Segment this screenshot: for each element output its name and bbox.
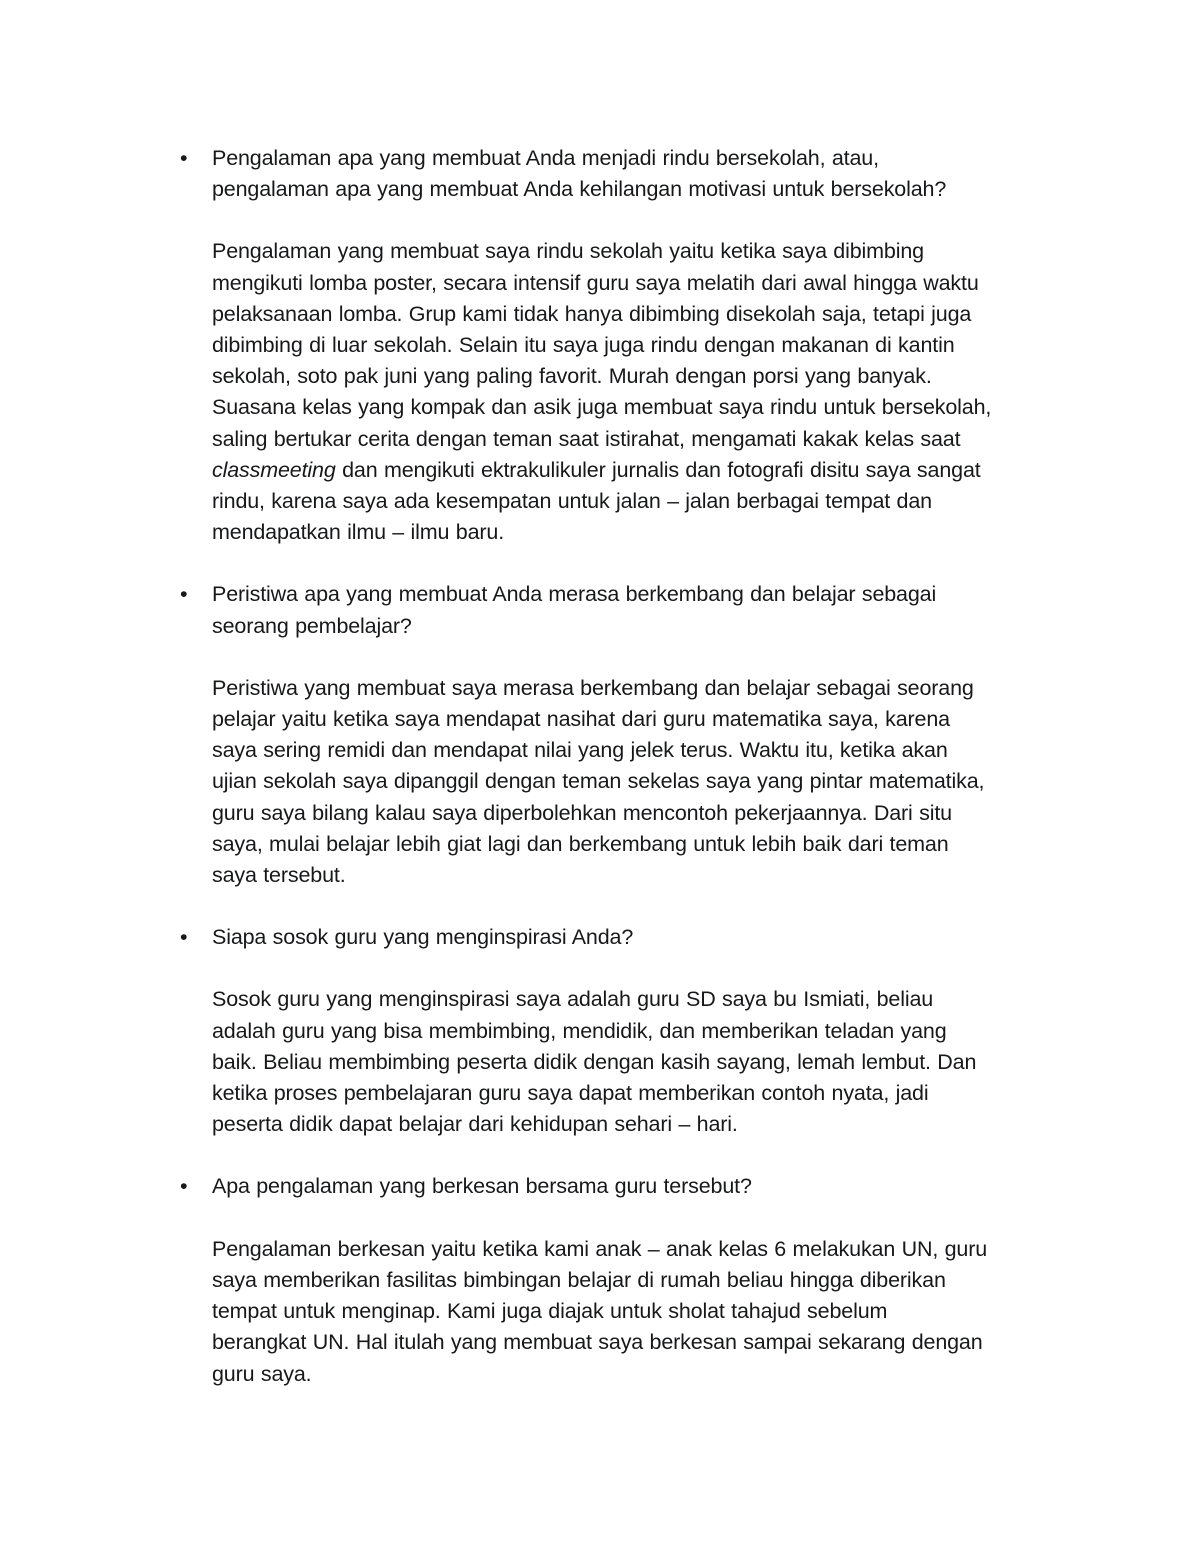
question-line: Apa pengalaman yang berkesan bersama guru tersebut?	[212, 1174, 752, 1199]
answer-line: tempat untuk menginap. Kami juga diajak untuk sholat tahajud sebelum	[212, 1299, 888, 1324]
question-bullet-1	[177, 143, 1059, 205]
answer-line: guru saya bilang kalau saya diperbolehkan mencontoh pekerjaannya. Dari situ	[212, 800, 952, 825]
answer-line: peserta didik dapat belajar dari kehidupan sehari – hari.	[212, 1112, 738, 1137]
question-line: Pengalaman apa yang membuat Anda menjadi rindu bersekolah, atau,	[212, 146, 879, 170]
answer-line-remainder: dan mengikuti ektrakulikuler jurnalis dan fotografi disitu saya sangat	[335, 457, 981, 482]
answer-paragraph-1	[177, 236, 1059, 548]
answer-line: rindu, karena saya ada kesempatan untuk jalan – jalan berbagai tempat dan	[212, 489, 932, 514]
answer-paragraph-3	[177, 984, 1059, 1140]
answer-line: guru saya.	[212, 1361, 312, 1386]
question-bullet-4	[177, 1171, 1059, 1202]
answer-line: Sosok guru yang menginspirasi saya adalah guru SD saya bu Ismiati, beliau	[212, 987, 934, 1012]
answer-line-with-italic	[212, 455, 1059, 486]
bullet-icon: •	[180, 582, 188, 607]
italic-term: classmeeting	[212, 457, 336, 482]
answer-line: dibimbing di luar sekolah. Selain itu saya juga rindu dengan makanan di kantin	[212, 333, 955, 358]
question-line: seorang pembelajar?	[212, 613, 412, 638]
answer-line: saya, mulai belajar lebih giat lagi dan berkembang untuk lebih baik dari teman	[212, 831, 949, 856]
answer-line: ujian sekolah saya dipanggil dengan teman sekelas saya yang pintar matematika,	[212, 769, 985, 794]
bullet-icon: •	[180, 1174, 188, 1199]
answer-line: berangkat UN. Hal itulah yang membuat saya berkesan sampai sekarang dengan	[212, 1330, 983, 1355]
answer-line: saya sering remidi dan mendapat nilai yang jelek terus. Waktu itu, ketika akan	[212, 738, 948, 763]
answer-paragraph-4	[177, 1234, 1059, 1390]
answer-line: pelaksanaan lomba. Grup kami tidak hanya dibimbing disekolah saja, tetapi juga	[212, 301, 972, 326]
answer-line: sekolah, soto pak juni yang paling favorit. Murah dengan porsi yang banyak.	[212, 364, 932, 389]
answer-line: mendapatkan ilmu – ilmu baru.	[212, 520, 505, 545]
answer-line: baik. Beliau membimbing peserta didik dengan kasih sayang, lemah lembut. Dan	[212, 1049, 977, 1074]
document-body	[177, 143, 1059, 1390]
answer-line: ketika proses pembelajaran guru saya dapat memberikan contoh nyata, jadi	[212, 1081, 929, 1106]
bullet-icon: •	[180, 925, 188, 950]
question-bullet-2	[177, 579, 1059, 641]
question-line: Siapa sosok guru yang menginspirasi Anda?	[212, 925, 634, 950]
answer-line: saya memberikan fasilitas bimbingan belajar di rumah beliau hingga diberikan	[212, 1267, 946, 1292]
answer-line: Suasana kelas yang kompak dan asik juga membuat saya rindu untuk bersekolah,	[212, 395, 992, 420]
answer-line: Pengalaman berkesan yaitu ketika kami anak – anak kelas 6 melakukan UN, guru	[212, 1236, 988, 1261]
answer-line: adalah guru yang bisa membimbing, mendidik, dan memberikan teladan yang	[212, 1018, 947, 1043]
bullet-icon: •	[180, 146, 188, 170]
answer-line: mengikuti lomba poster, secara intensif guru saya melatih dari awal hingga waktu	[212, 270, 979, 295]
answer-line: Pengalaman yang membuat saya rindu sekolah yaitu ketika saya dibimbing	[212, 239, 924, 264]
question-line: pengalaman apa yang membuat Anda kehilangan motivasi untuk bersekolah?	[212, 177, 947, 202]
question-line: Peristiwa apa yang membuat Anda merasa berkembang dan belajar sebagai	[212, 582, 937, 607]
answer-paragraph-2	[177, 673, 1059, 891]
answer-line: saya tersebut.	[212, 863, 346, 888]
answer-line: Peristiwa yang membuat saya merasa berkembang dan belajar sebagai seorang	[212, 675, 974, 700]
answer-line: pelajar yaitu ketika saya mendapat nasihat dari guru matematika saya, karena	[212, 707, 950, 732]
answer-line: saling bertukar cerita dengan teman saat istirahat, mengamati kakak kelas saat	[212, 426, 961, 451]
question-bullet-3	[177, 922, 1059, 953]
